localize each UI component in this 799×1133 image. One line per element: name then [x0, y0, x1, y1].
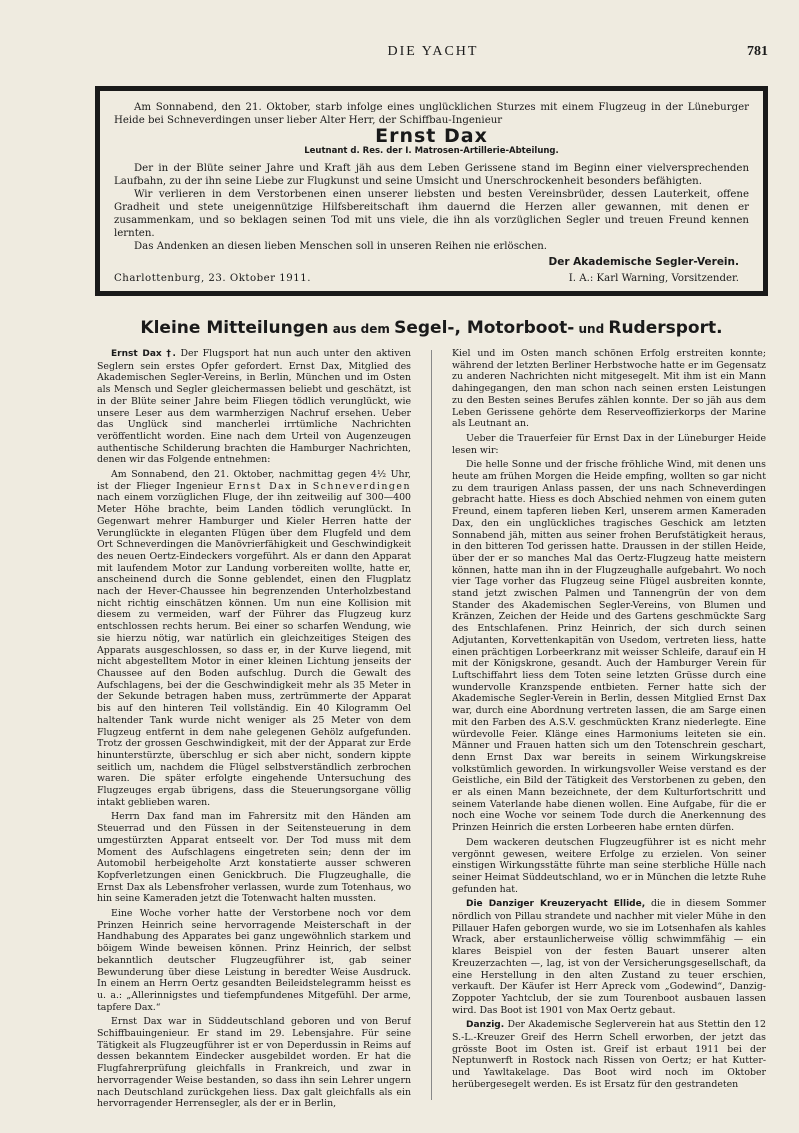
page-header — [98, 44, 768, 66]
article-text: Der Flugsport hat nun auch unter den aktiven Seglern sein erstes Opfer gefordert. Ernst Dax, Mitglied des Akademischen Segler-Vereins, in Berlin, München und im Osten als Mensch und Segler gleichermassen beliebt und geschätzt, ist in der Blüte seiner Jahre beim Fliegen tödlich verunglückt, wie unsere Leser aus dem warmherzigen Nachruf ersehen. Ueber das Unglück sind mancherlei irrtümliche Nachrichten veröffentlicht worden. Eine nach dem Urteil von Augenzeugen authentische Schilderung brachten die Hamburger Nachrichten, denen wir das Folgende entnehmen: — [97, 348, 411, 466]
left-column — [97, 348, 411, 1108]
section-title-part-5: Rudersport. — [608, 318, 723, 338]
notice-signature — [114, 256, 749, 286]
notice-paragraph-2: Wir verlieren in dem Verstorbenen einen unserer liebsten und besten Vereinsbrüder, dessen Lauterkeit, offene Gradheit und stete uneigennützige Hilfsbereitschaft ihm dauernd die Herzen aller gewannen, mit denen er zusammenkam, und so beklagen seinen Tod mit uns viele, die ihn als vorzüglichen Segler und treuen Freund kennen lernten. — [114, 189, 749, 239]
article-paragraph — [452, 898, 766, 1016]
article-lead: Die Danziger Kreuzeryacht Ellide, — [466, 899, 646, 910]
journal-title: DIE YACHT — [387, 44, 479, 59]
article-paragraph: Ueber die Trauerfeier für Ernst Dax in der Lüneburger Heide lesen wir: — [452, 432, 766, 456]
section-title-part-1: Kleine Mitteilungen — [140, 318, 329, 338]
signer: I. A.: Karl Warning, Vorsitzender. — [568, 273, 739, 284]
article-lead: Danzig. — [466, 1020, 505, 1031]
place-date: Charlottenburg, 23. Oktober 1911. — [114, 273, 311, 284]
deceased-name: Ernst Dax — [375, 125, 488, 147]
article-text: nach einem vorzüglichen Fluge, der ihn zeitweilig auf 300—400 Meter Höhe brachte, beim Landen tödlich verunglückt. In Gegenwart mehrer Hamburger und Kieler Herren hatte der Verunglückte in eleganten Flügen über dem Flugfeld und dem Ort Schneverdingen die Manövrierfähigkeit und Geschwindigkeit des neuen Oertz-Eindeckers vorgeführt. Als er dann den Apparat mit laufendem Motor zur Landung vorbereiten wollte, hatte er, anscheinend durch die Sonne geblendet, einen den Flugplatz nach der Hever-Chaussee hin begrenzenden Unterholzbestand nicht richtig einschätzen können. Um nun eine Kollision mit diesem zu vermeiden, warf der Führer das Flugzeug kurz entschlossen rechts herum. Bei einer so scharfen Wendung, wie sie hierzu nötig, war natürlich ein gleichzeitiges Steigen des Apparats ausgeschlossen, so dass er, in der Kurve liegend, mit nicht abgestelltem Motor in einer kleinen Lichtung jenseits der Chaussee auf den Boden aufschlug. Durch die Gewalt des Aufschlagens, bei der die Geschwindigkeit mehr als 35 Meter in der Sekunde betragen haben muss, zertrümmerte der Apparat bis auf den hinteren Teil vollständig. Ein 40 Kilogramm Oel haltender Tank wurde nicht weniger als 25 Meter von dem Flugzeug entfernt in dem nahe gelegenen Gehölz aufgefunden. Trotz der grossen Geschwindigkeit, mit der der Apparat zur Erde hinunterstürzte, überschlug er sich aber nicht, sondern kippte seitlich um, nachdem die Flügel selbstverständlich zerbrochen waren. Die später erfolgte eingehende Untersuchung des Flugzeuges ergab übrigens, dass die Steuerungsorgane völlig intakt geblieben waren. — [97, 492, 411, 808]
section-title — [95, 318, 768, 338]
right-column — [452, 348, 766, 1108]
obituary-notice — [95, 86, 768, 296]
section-title-part-4: und — [574, 322, 609, 336]
article-paragraph — [97, 348, 411, 466]
article-lead: Ernst Dax †. — [111, 349, 176, 359]
article-paragraph: Die helle Sonne und der frische fröhliche Wind, mit denen uns heute am frühen Morgen die Heide empfing, wollten so gar nicht zu dem traurigen Anlass passen, der uns nach Schneverdingen gebracht hatte. Hiess es doch Abschied nehmen von einem guten Freund, einem tapferen lieben Kerl, unserem armen Kameraden Dax, den ein unglückliches tragisches Geschick am letzten Sonnabend jäh, mitten aus seiner frohen Berufstätigkeit heraus, in den bitteren Tod gerissen hatte. Draussen in der stillen Heide, über der er so manches Mal das Oertz-Flugzeug hatte meistern können, hatte man ihn in der Flugzeughalle aufgebahrt. Wo noch vier Tage vorher das Flugzeug seine Flügel ausbreiten konnte, stand jetzt zwischen Palmen und Tannengrün der von dem Stander des Akademischen Segler-Vereins, von Blumen und Kränzen, Zeichen der Heide und des Gartens geschmückte Sarg des Entschlafenen. Prinz Heinrich, der sich durch seinen Adjutanten, Korvettenkapitän von Usedom, vertreten liess, hatte einen prächtigen Lorbeerkranz mit weisser Schleife, darauf ein H mit der Königskrone, gesandt. Auch der Hamburger Verein für Luftschiffahrt liess dem Toten seine letzten Grüsse durch eine wundervolle Kranzspende entbieten. Ferner hatte sich der Akademische Segler-Verein in Berlin, dessen Mitglied Ernst Dax war, durch eine Abordnung vertreten lassen, die am Sarge einen mit den Farben des A.S.V. geschmückten Kranz niederlegte. Eine würdevolle Feier. Klänge eines Harmoniums leiteten sie ein. Männer und Frauen hatten sich um den Totenschrein geschart, denn Ernst Dax war bereits in seinem Wirkungskreise volkstümlich geworden. In wirkungsvoller Weise verstand es der Geistliche, ein Bild der Tätigkeit des Verstorbenen zu geben, den er als einen Mann bezeichnete, der dem Kulturfortschritt und seinem Vaterlande habe dienen wollen. Eine Aufgabe, für die er noch eine Woche vor seinem Tode durch die Anerkennung des Prinzen Heinrich die ersten Lorbeeren habe ernten dürfen. — [452, 459, 766, 834]
article-name: Ernst Dax — [228, 480, 293, 492]
notice-paragraph-3: Das Andenken an diesen lieben Menschen soll in unseren Reihen nie erlöschen. — [134, 241, 548, 252]
article-paragraph: Ernst Dax war in Süddeutschland geboren und von Beruf Schiffbauingenieur. Er stand im 29. Lebensjahre. Für seine Tätigkeit als Flugzeugführer ist er von Deperdussin in Reims auf dessen bekanntem Eindecker ausgebildet worden. Er hat die Flugfahrerprüfung gleichfalls in Frankreich, und zwar in hervorragender Weise bestanden, so dass ihn sein Lehrer ungern nach Deutschland zurückgehen liess. Dax galt gleichfalls als ein hervorragender Herrensegler, als der er in Berlin, — [97, 1016, 411, 1108]
article-paragraph: Dem wackeren deutschen Flugzeugführer ist es nicht mehr vergönnt gewesen, weitere Erfolge zu erzielen. Von seiner einstigen Wirkungsstätte führte man seine sterbliche Hülle nach seiner Heimat Süddeutschland, wo er in München die letzte Ruhe gefunden hat. — [452, 836, 766, 895]
notice-paragraph-1: Der in der Blüte seiner Jahre und Kraft jäh aus dem Leben Gerissene stand im Beginn einer vielversprechenden Laufbahn, zu der ihn seine Liebe zur Flugkunst und seine Umsicht und Unerschrockenheit besonders befähigten. — [114, 163, 749, 187]
article-paragraph: Herrn Dax fand man im Fahrersitz mit den Händen am Steuerrad und den Füssen in der Seitensteuerung in dem umgestürzten Apparat entseelt vor. Der Tod muss mit dem Moment des Aufschlagens eingetreten sein; denn der im Automobil herbeigeholte Arzt konstatierte ausser schweren Kopfverletzungen einen Genickbruch. Die Flugzeughalle, die Ernst Dax als Lebensfroher verlassen, wurde zum Totenhaus, wo hin seine Kameraden jetzt die Totenwacht halten mussten. — [97, 811, 411, 905]
article-paragraph: Kiel und im Osten manch schönen Erfolg erstreiten konnte; während der letzten Berliner Herbstwoche hatte er im Gegensatz zu anderen Nachrichten nicht mitgesegelt. Mit ihm ist ein Mann dahingegangen, den man schon nach seinen ersten Leistungen zu den Besten seines Berufes zählen konnte. Der so jäh aus dem Leben Gerissene gehörte dem Reserveoffizierkorps der Marine als Leutnant an. — [452, 348, 766, 430]
article-paragraph — [97, 469, 411, 808]
article-text: Am Sonnabend, den 21. Oktober, nachmittag gegen 4½ Uhr, ist der Flieger Ingenieur — [97, 469, 411, 492]
notice-intro: Am Sonnabend, den 21. Oktober, starb infolge eines unglücklichen Sturzes mit einem Flugzeug in der Lüneburger Heide bei Schneverdingen unser lieber Alter Herr, der Schiffbau-Ingenieur — [114, 102, 749, 126]
article-place: Schneverdingen — [312, 480, 411, 492]
article-paragraph: Eine Woche vorher hatte der Verstorbene noch vor dem Prinzen Heinrich seine hervorragende Meisterschaft in der Handhabung des Apparates bei ganz ungewöhnlich starkem und böigem Winde beweisen können. Prinz Heinrich, der selbst bekanntlich deutscher Flugzeugführer ist, gab seiner Bewunderung über diese Leistung in beredter Weise Ausdruck. In einem an Herrn Oertz gesandten Beileidstelegramm heisst es u. a.: „Allerinnigstes und tiefempfundenes Mitgefühl. Der arme, tapfere Dax.“ — [97, 908, 411, 1013]
article-text: in — [292, 480, 313, 492]
section-title-part-2: aus dem — [328, 322, 395, 336]
column-divider — [431, 350, 432, 1100]
section-title-part-3: Segel-, Motorboot- — [394, 318, 575, 338]
page-number: 781 — [747, 44, 768, 59]
article-text: Der Akademische Seglerverein hat aus Stettin den 12 S.-L.-Kreuzer Greif des Herrn Schell erworben, der jetzt das grösste Boot im Osten ist. Greif ist erbaut 1911 bei der Neptunwerft in Rostock nach Rissen von Oertz; er hat Kutter- und Yawltakelage. Das Boot wird noch im Oktober herübergesegelt werden. Es ist Ersatz für den gestrandeten — [452, 1019, 766, 1090]
deceased-rank: Leutnant d. Res. der I. Matrosen-Artillerie-Abteilung. — [304, 146, 559, 156]
article-text: die in diesem Sommer nördlich von Pillau strandete und nachher mit vieler Mühe in den Pillauer Hafen geborgen wurde, wo sie im Lotsenhafen als kahles Wrack, aber erstaunlicherweise völlig schwimmfähig — ein klares Beispiel von der festen Bauart unserer alten Kreuzerzachten —, lag, ist von der Versicherungsgesellschaft, da eine Herstellung in den alten Zustand zu teuer erschien, verkauft. Der Käufer ist Herr Apreck vom „Godewind“, Danzig-Zoppoter Yachtclub, der sie zum Tourenboot ausbauen lassen wird. Das Boot ist 1901 von Max Oertz gebaut. — [452, 898, 766, 1016]
article-paragraph — [452, 1019, 766, 1090]
club-name: Der Akademische Segler-Verein. — [548, 256, 739, 268]
